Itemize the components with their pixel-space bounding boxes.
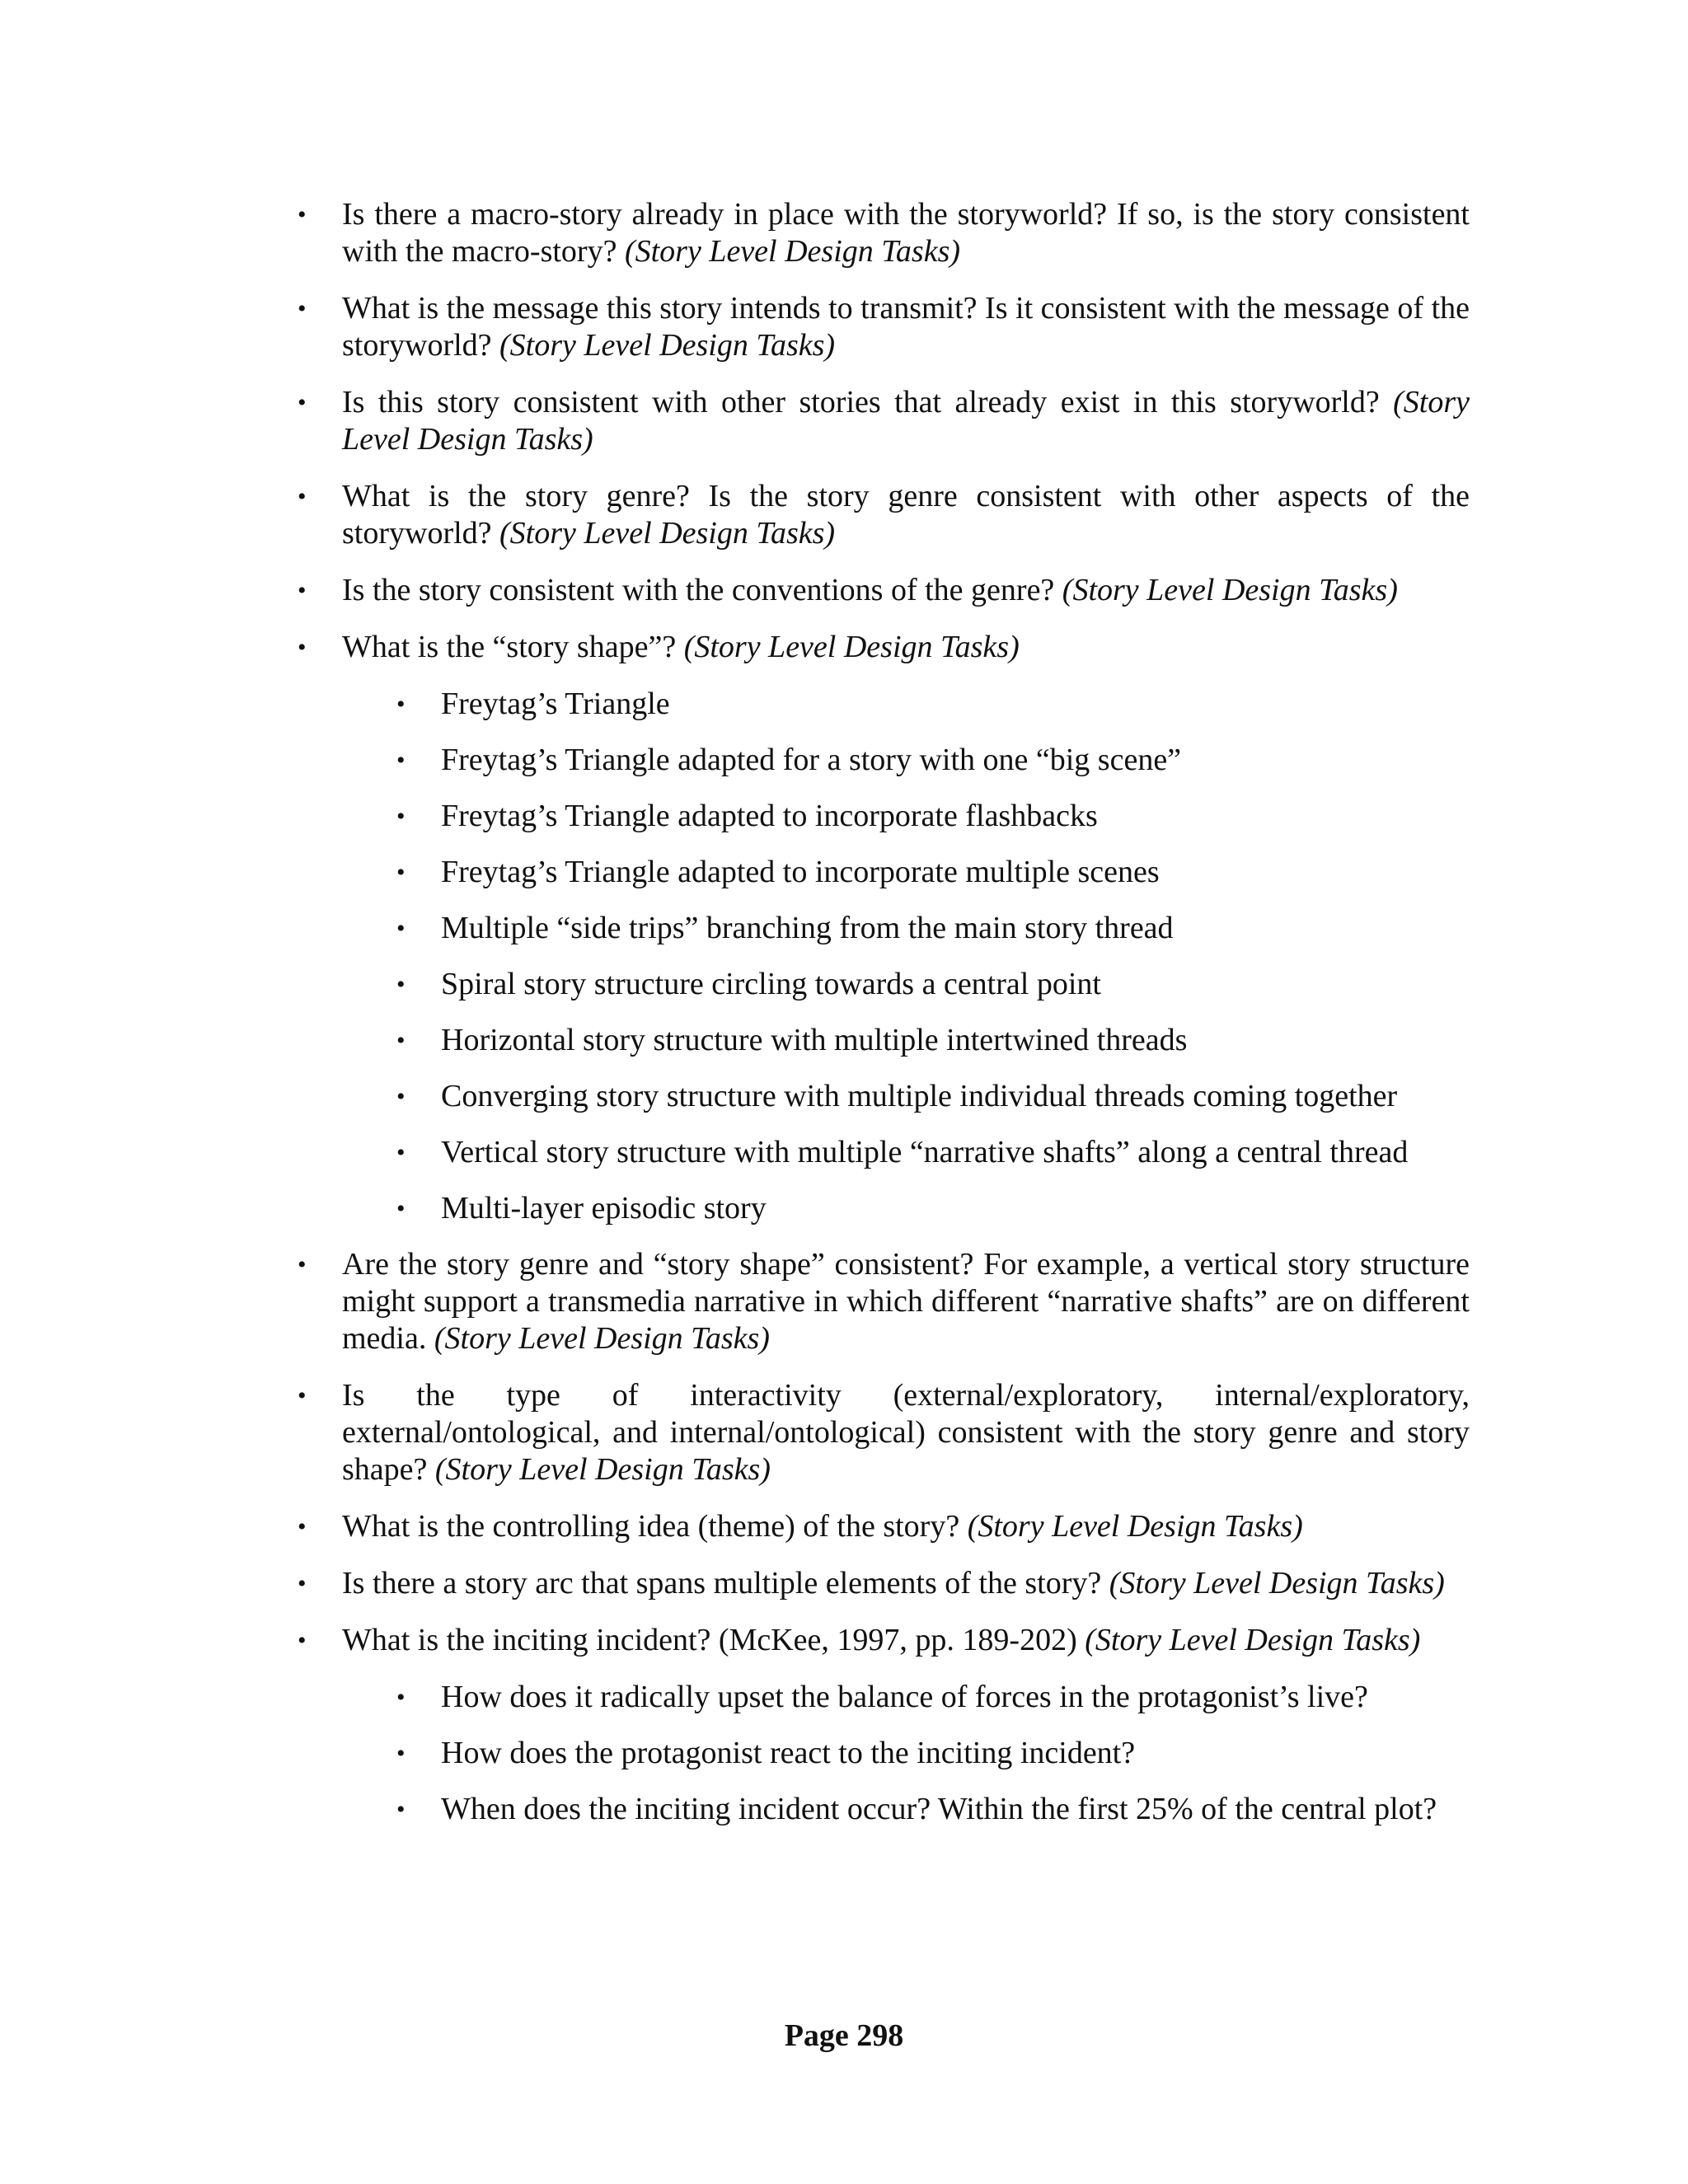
sub-list-item <box>392 1679 1470 1716</box>
item-text: Are the story genre and “story shape” consistent? For example, a vertical story structure might support a transmedia narrative in which different “narrative shafts” are on different media. <box>342 1247 1470 1356</box>
item-reference: (Story Level Design Tasks) <box>967 1509 1303 1544</box>
bullet-icon: • <box>396 747 406 774</box>
page-number: Page 298 <box>784 2018 904 2053</box>
item-reference: (Story Level Design Tasks) <box>499 516 836 551</box>
sub-item-text: Freytag’s Triangle adapted for a story with one “big scene” <box>441 743 1182 777</box>
sub-list-item <box>392 798 1470 835</box>
item-reference: (Story Level Design Tasks) <box>683 630 1020 664</box>
bullet-icon: • <box>298 1251 307 1278</box>
sub-item-text: Horizontal story structure with multiple intertwined threads <box>441 1023 1188 1057</box>
item-text: What is the “story shape”? <box>342 630 684 664</box>
sub-list-item <box>392 1134 1470 1171</box>
item-text: What is the story genre? Is the story genre consistent with other aspects of the storyworld? <box>342 479 1470 551</box>
list-item <box>293 1508 1470 1545</box>
item-reference: (Story Level Design Tasks) <box>434 1452 771 1487</box>
sub-list-item <box>392 910 1470 947</box>
sub-item-text: Freytag’s Triangle <box>441 687 670 721</box>
story-shape-sublist <box>342 686 1470 1227</box>
sub-list-item <box>392 686 1470 723</box>
sub-list-item <box>392 1190 1470 1227</box>
bullet-icon: • <box>396 803 406 830</box>
list-item <box>293 290 1470 364</box>
page-content <box>293 196 1470 1847</box>
bullet-icon: • <box>298 295 307 322</box>
item-reference: (Story Level Design Tasks) <box>624 234 961 269</box>
item-reference: (Story Level Design Tasks) <box>434 1321 770 1356</box>
item-reference: (Story Level Design Tasks) <box>499 328 836 363</box>
bullet-icon: • <box>396 859 406 886</box>
item-reference: (Story Level Design Tasks) <box>1062 573 1398 607</box>
sub-list-item <box>392 1791 1470 1828</box>
item-text: What is the message this story intends to transmit? Is it consistent with the message of the storyworld? <box>342 291 1470 363</box>
question-list <box>293 196 1470 1828</box>
bullet-icon: • <box>396 691 406 718</box>
sub-list-item <box>392 1078 1470 1115</box>
sub-item-text: Converging story structure with multiple individual threads coming together <box>441 1079 1398 1113</box>
item-reference: (Story Level Design Tasks) <box>342 385 1470 457</box>
list-item <box>293 384 1470 458</box>
bullet-icon: • <box>396 971 406 998</box>
bullet-icon: • <box>298 577 307 604</box>
bullet-icon: • <box>396 1083 406 1110</box>
bullet-icon: • <box>298 1382 307 1409</box>
list-item <box>293 1377 1470 1488</box>
bullet-icon: • <box>298 389 307 416</box>
bullet-icon: • <box>396 1796 406 1823</box>
bullet-icon: • <box>396 1139 406 1166</box>
list-item <box>293 1622 1470 1828</box>
sub-item-text: How does it radically upset the balance of forces in the protagonist’s live? <box>441 1680 1368 1714</box>
item-text: Is the type of interactivity (external/exploratory, internal/exploratory, external/ontological, and internal/ontological) consistent with the story genre and story shape? <box>342 1378 1470 1487</box>
sub-list-item <box>392 742 1470 779</box>
sub-list-item <box>392 966 1470 1003</box>
list-item <box>293 1246 1470 1357</box>
list-item <box>293 629 1470 1227</box>
inciting-incident-sublist <box>342 1679 1470 1828</box>
sub-item-text: How does the protagonist react to the inciting incident? <box>441 1736 1136 1770</box>
item-reference: (Story Level Design Tasks) <box>1109 1566 1445 1601</box>
sub-item-text: When does the inciting incident occur? Within the first 25% of the central plot? <box>441 1792 1437 1826</box>
sub-list-item <box>392 1022 1470 1059</box>
bullet-icon: • <box>396 1684 406 1711</box>
bullet-icon: • <box>396 915 406 942</box>
sub-item-text: Multi-layer episodic story <box>441 1191 767 1226</box>
bullet-icon: • <box>298 483 307 510</box>
bullet-icon: • <box>298 634 307 661</box>
bullet-icon: • <box>396 1027 406 1054</box>
sub-item-text: Multiple “side trips” branching from the main story thread <box>441 911 1174 945</box>
bullet-icon: • <box>396 1740 406 1767</box>
sub-list-item <box>392 1735 1470 1772</box>
sub-item-text: Freytag’s Triangle adapted to incorporate flashbacks <box>441 799 1098 833</box>
item-text: Is there a macro-story already in place with the storyworld? If so, is the story consistent with the macro-story? <box>342 197 1470 269</box>
item-text: Is this story consistent with other stories that already exist in this storyworld? <box>342 385 1394 419</box>
item-reference: (Story Level Design Tasks) <box>1085 1623 1421 1657</box>
sub-item-text: Vertical story structure with multiple “narrative shafts” along a central thread <box>441 1135 1409 1169</box>
list-item <box>293 1565 1470 1602</box>
list-item <box>293 196 1470 270</box>
item-text: What is the controlling idea (theme) of the story? <box>342 1509 968 1544</box>
bullet-icon: • <box>298 1570 307 1597</box>
item-text: Is there a story arc that spans multiple elements of the story? <box>342 1566 1109 1601</box>
bullet-icon: • <box>298 201 307 228</box>
bullet-icon: • <box>396 1195 406 1222</box>
sub-item-text: Freytag’s Triangle adapted to incorporate multiple scenes <box>441 855 1160 889</box>
list-item <box>293 572 1470 609</box>
item-text: Is the story consistent with the conventions of the genre? <box>342 573 1062 607</box>
bullet-icon: • <box>298 1513 307 1540</box>
bullet-icon: • <box>298 1627 307 1654</box>
sub-list-item <box>392 854 1470 891</box>
list-item <box>293 478 1470 552</box>
item-text: What is the inciting incident? (McKee, 1997, pp. 189-202) <box>342 1623 1085 1657</box>
sub-item-text: Spiral story structure circling towards a central point <box>441 967 1101 1001</box>
